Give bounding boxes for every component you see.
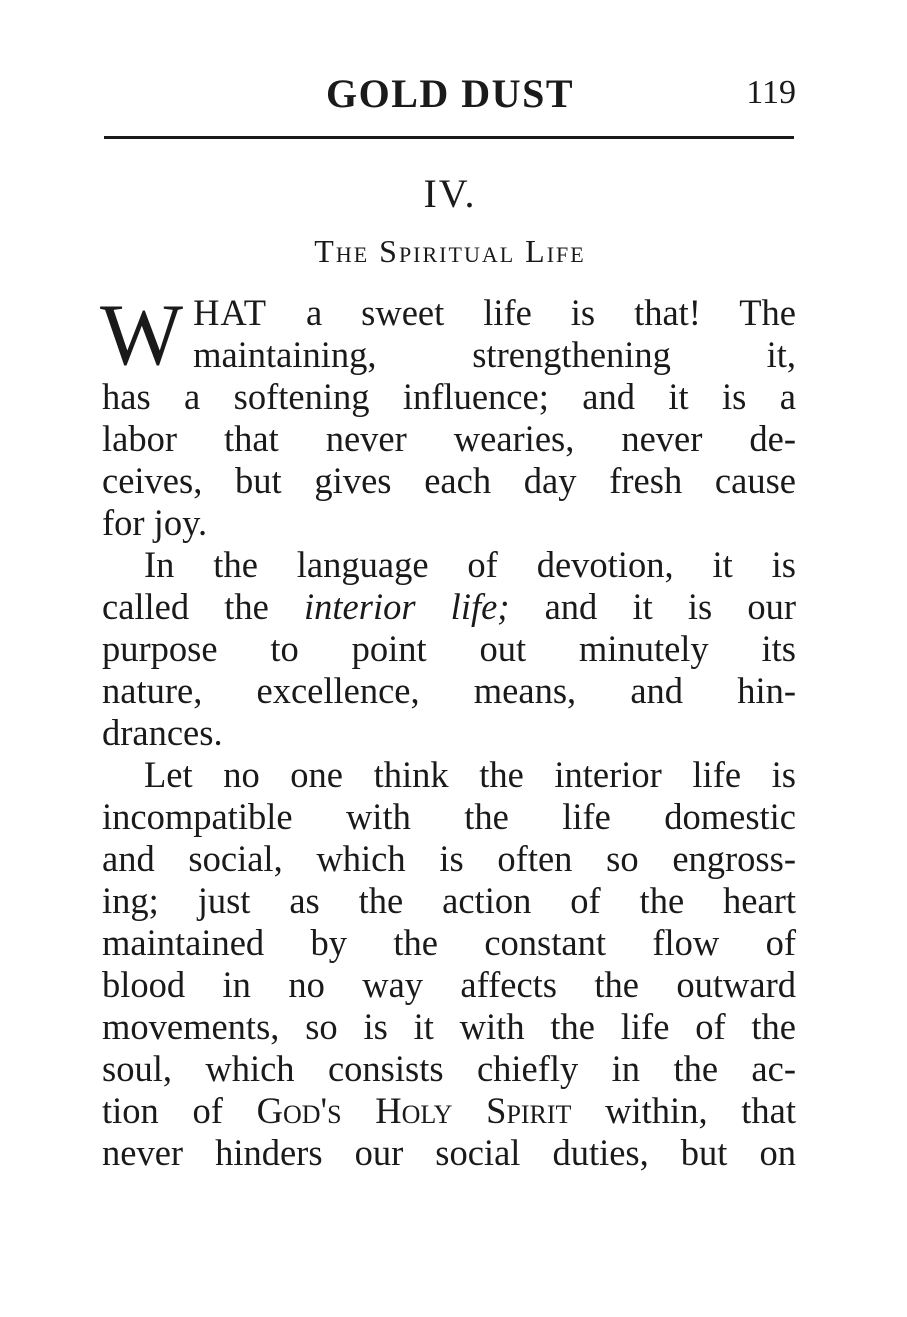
text-line: maintaining, strengthening it, — [193, 334, 796, 375]
paragraph-3 — [102, 754, 796, 1174]
text-line: labor that never wearies, never de- — [102, 418, 796, 459]
text-line: maintained by the constant flow of — [102, 922, 796, 963]
lead-in-caps: HAT — [193, 292, 268, 333]
text-line: incompatible with the life domestic — [102, 796, 796, 837]
text-line: purpose to point out minutely its — [102, 628, 796, 669]
text-line: blood in no way affects the outward — [102, 964, 796, 1005]
section-title: The Spiritual Life — [314, 233, 586, 269]
small-caps-phrase: God's Holy Spirit — [256, 1090, 572, 1131]
text-line: movements, so is it with the life of the — [102, 1006, 796, 1047]
italic-phrase: interior life; — [304, 586, 510, 627]
text-line: drances. — [102, 712, 223, 753]
running-head — [104, 70, 796, 118]
header-rule — [104, 136, 794, 139]
paragraph-1 — [100, 287, 796, 544]
text-line: has a softening influence; and it is a — [102, 376, 796, 417]
text-line: soul, which consists chiefly in the ac- — [102, 1048, 796, 1089]
text-fragment: tion of — [102, 1090, 257, 1131]
text-line: ceives, but gives each day fresh cause — [102, 460, 796, 501]
text-fragment: and it is our — [509, 586, 797, 627]
text-line: for joy. — [102, 502, 208, 543]
text-line: and social, which is often so engross- — [102, 838, 796, 879]
text-line: ing; just as the action of the heart — [102, 880, 796, 921]
drop-cap: W — [100, 287, 184, 384]
text-line — [102, 586, 796, 628]
text-line: nature, excellence, means, and hin- — [102, 670, 796, 711]
text-line-content: a sweet life is that! The — [267, 292, 796, 333]
page-number: 119 — [746, 74, 796, 111]
section-number: IV. — [423, 171, 477, 216]
text-fragment: called the — [102, 586, 305, 627]
paragraph-2 — [102, 544, 796, 754]
body-text — [100, 287, 797, 1174]
running-title: GOLD DUST — [326, 71, 574, 116]
text-line — [102, 1090, 796, 1132]
text-line: In the language of devotion, it is — [144, 544, 796, 585]
text-line — [102, 292, 796, 334]
text-line: never hinders our social duties, but on — [102, 1132, 796, 1173]
text-fragment: within, that — [571, 1090, 796, 1131]
text-line: Let no one think the interior life is — [144, 754, 796, 795]
